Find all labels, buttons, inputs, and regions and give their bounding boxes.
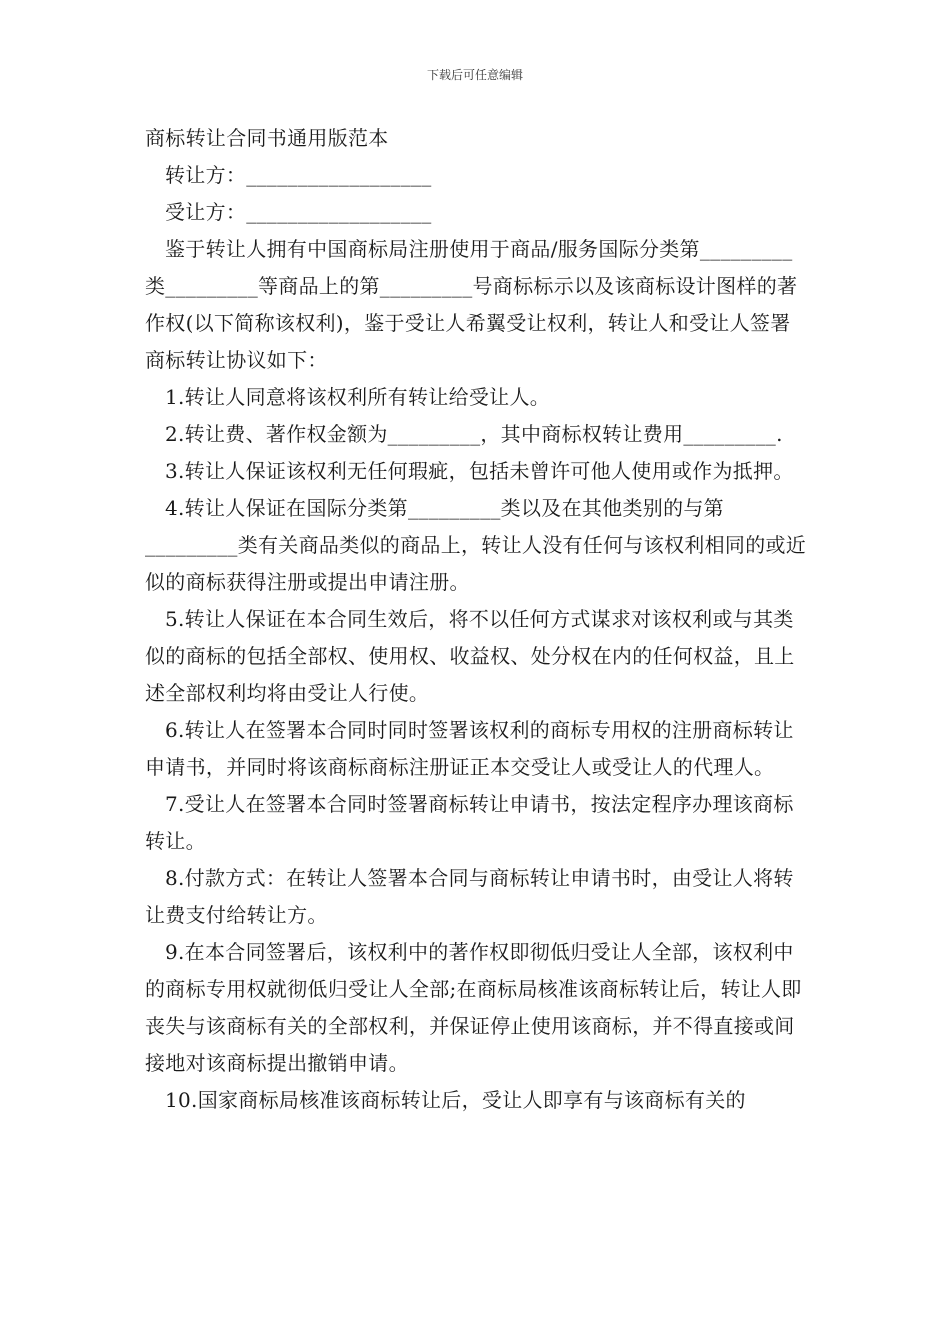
clause-7: 7.受让人在签署本合同时签署商标转让申请书，按法定程序办理该商标转让。 <box>145 792 794 853</box>
transferee-line: 受让方：__________________ <box>165 200 432 224</box>
clause-6: 6.转让人在签署本合同时同时签署该权利的商标专用权的注册商标转让申请书，并同时将该商标商标注册证正本交受让人或受让人的代理人。 <box>145 718 794 779</box>
clause-10: 10.国家商标局核准该商标转让后，受让人即享有与该商标有关的 <box>165 1088 746 1112</box>
clause-1: 1.转让人同意将该权利所有转让给受让人。 <box>165 385 551 409</box>
clause-9: 9.在本合同签署后，该权利中的著作权即彻低归受让人全部，该权利中的商标专用权就彻低归受让人全部;在商标局核准该商标转让后，转让人即丧失与该商标有关的全部权利，并保证停止使用该商标，并不得直接或间接地对该商标提出撤销申请。 <box>145 940 802 1075</box>
transferor-line: 转让方：__________________ <box>165 163 432 187</box>
clause-4: 4.转让人保证在国际分类第_________类以及在其他类别的与第_________类有关商品类似的商品上，转让人没有任何与该权利相同的或近似的商标获得注册或提出申请注册。 <box>145 496 807 594</box>
clause-3: 3.转让人保证该权利无任何瑕疵，包括未曾许可他人使用或作为抵押。 <box>165 459 794 483</box>
document-body <box>145 120 807 1119</box>
page-header-note: 下载后可任意编辑 <box>426 68 523 82</box>
document-title: 商标转让合同书通用版范本 <box>145 126 389 150</box>
clause-8: 8.付款方式：在转让人签署本合同与商标转让申请书时，由受让人将转让费支付给转让方。 <box>145 866 794 927</box>
clause-5: 5.转让人保证在本合同生效后，将不以任何方式谋求对该权利或与其类似的商标的包括全部权、使用权、收益权、处分权在内的任何权益，且上述全部权利均将由受让人行使。 <box>145 607 795 705</box>
clause-2: 2.转让费、著作权金额为_________，其中商标权转让费用_________. <box>165 422 783 446</box>
preamble-paragraph: 鉴于转让人拥有中国商标局注册使用于商品/服务国际分类第_________类_________等商品上的第_________号商标标示以及该商标设计图样的著作权(以下简称该权利)，鉴于受让人希翼受让权利，转让人和受让人签署商标转让协议如下： <box>145 237 798 372</box>
